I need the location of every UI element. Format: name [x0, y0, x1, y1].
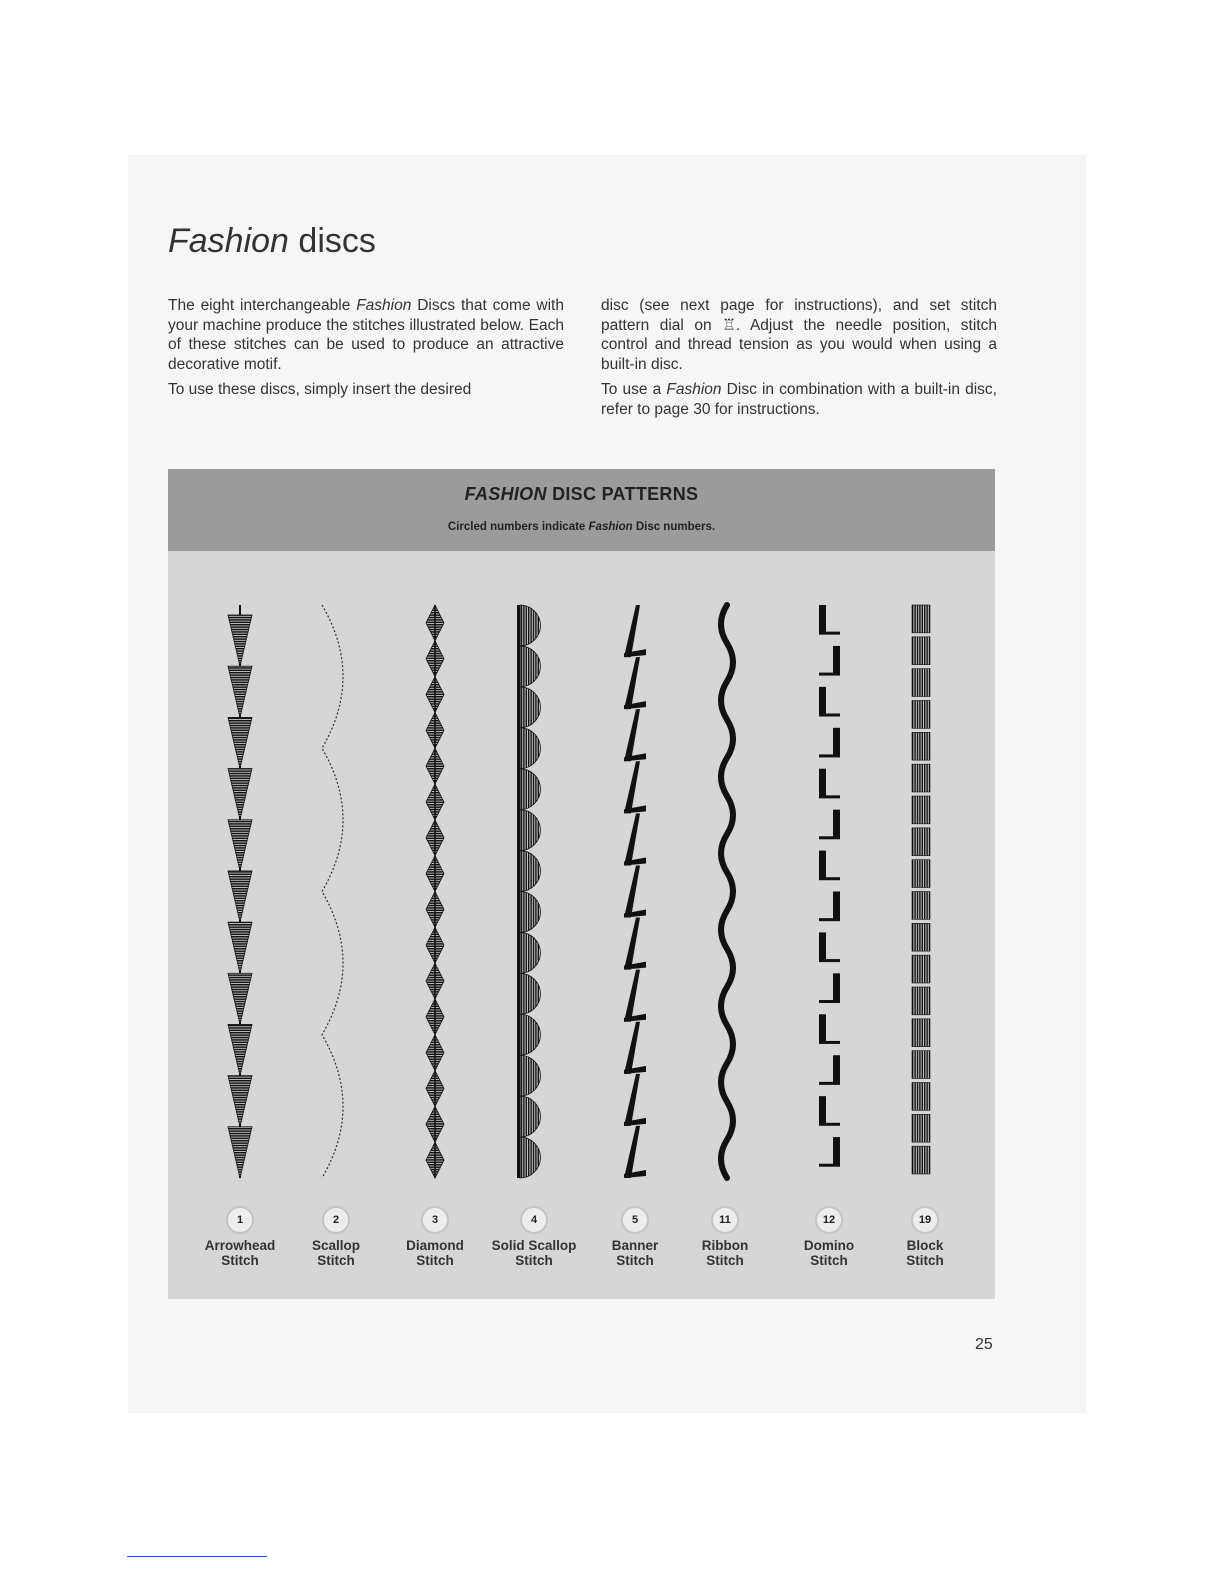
- intro-paragraph-4: To use a Fashion Disc in combination with a built-in disc, refer to page 30 for instructions.: [601, 381, 997, 418]
- solid-scallop-stitch-icon: [517, 605, 540, 1178]
- stitch-label-arrowhead: [185, 1206, 295, 1268]
- disc-number-badge: 3: [421, 1206, 449, 1234]
- panel-title: FASHION DISC PATTERNS: [464, 484, 699, 504]
- stitch-name: Banner Stitch: [611, 1238, 659, 1268]
- panel-subtitle: Circled numbers indicate Fashion Disc numbers.: [447, 521, 716, 533]
- disc-number-badge: 4: [520, 1206, 548, 1234]
- stitch-label-ribbon: [670, 1206, 780, 1268]
- banner-stitch-icon: [624, 605, 646, 1178]
- diamond-stitch-icon: [426, 605, 444, 1178]
- scallop-stitch-icon: [322, 605, 343, 1178]
- intro-paragraph-2: To use these discs, simply insert the desired: [168, 381, 472, 398]
- disc-number-badge: 1: [226, 1206, 254, 1234]
- footer-rule: [127, 1556, 267, 1557]
- stitch-name: Arrowhead Stitch: [204, 1238, 276, 1268]
- block-stitch-icon: [912, 605, 930, 1174]
- intro-paragraph-1: The eight interchangeable Fashion Discs that come with your machine produce the stitches illustrated below. Each of these stitches can be used to produce an attractive decorative motif.: [168, 297, 564, 373]
- disc-number-badge: 12: [815, 1206, 843, 1234]
- ribbon-stitch-icon: [721, 605, 733, 1178]
- stitch-label-solid-scallop: [479, 1206, 589, 1268]
- stitch-label-scallop: [281, 1206, 391, 1268]
- stitch-name: Block Stitch: [906, 1238, 944, 1268]
- stitch-name: Diamond Stitch: [406, 1238, 464, 1268]
- disc-number-badge: 2: [322, 1206, 350, 1234]
- stitch-name: Solid Scallop Stitch: [491, 1238, 577, 1268]
- stitch-name: Ribbon Stitch: [701, 1238, 749, 1268]
- stitch-label-diamond: [380, 1206, 490, 1268]
- page-number: 25: [975, 1336, 993, 1353]
- disc-number-badge: 11: [711, 1206, 739, 1234]
- stitch-label-domino: [774, 1206, 884, 1268]
- arrowhead-stitch-icon: [228, 605, 252, 1178]
- page-title: Fashion discs: [168, 222, 376, 260]
- stitch-name: Domino Stitch: [803, 1238, 855, 1268]
- domino-stitch-icon: [819, 605, 840, 1167]
- disc-number-badge: 19: [911, 1206, 939, 1234]
- stitch-name: Scallop Stitch: [311, 1238, 360, 1268]
- stitch-label-block: [870, 1206, 980, 1268]
- intro-paragraph-3: disc (see next page for instructions), and set stitch pattern dial on ♖. Adjust the needle position, stitch control and thread tension as you would when using a built-in disc.: [601, 297, 997, 373]
- disc-number-badge: 5: [621, 1206, 649, 1234]
